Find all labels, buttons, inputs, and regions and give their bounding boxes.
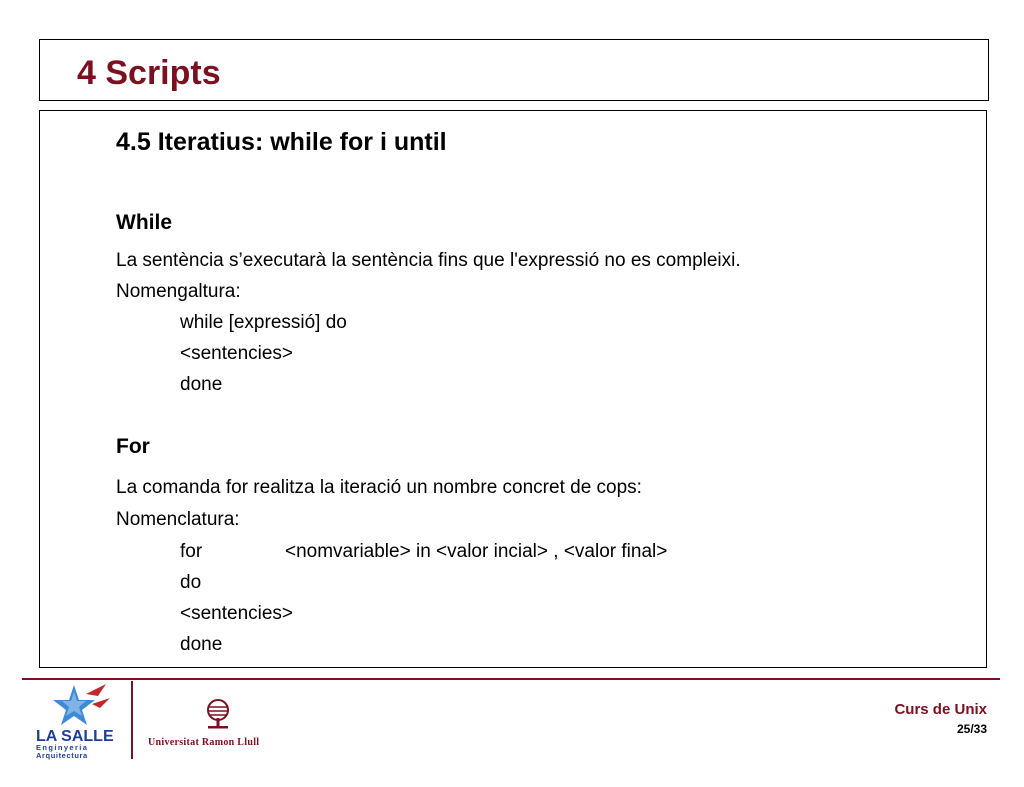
while-code-line: done bbox=[180, 374, 223, 395]
while-code-line: while [expressió] do bbox=[180, 312, 347, 333]
la-salle-logo-subtext: Arquitectura bbox=[36, 751, 88, 760]
page-number: 25/33 bbox=[956, 722, 987, 736]
footer-vertical-divider bbox=[131, 681, 133, 759]
for-nomenclature-label: Nomenclatura: bbox=[116, 509, 240, 530]
la-salle-logo bbox=[34, 680, 129, 760]
la-salle-logo-subtext: Enginyeria bbox=[36, 743, 89, 752]
while-code-line: <sentencies> bbox=[180, 343, 294, 364]
title-box bbox=[39, 39, 989, 101]
la-salle-logo-text: LA SALLE bbox=[36, 728, 114, 745]
while-nomenclature-label: Nomengaltura: bbox=[116, 281, 241, 302]
for-code-line: do bbox=[180, 572, 202, 593]
while-description: La sentència s’executarà la sentència fins que l'expressió no es compleixi. bbox=[116, 250, 741, 271]
while-heading: While bbox=[116, 211, 172, 234]
content-box bbox=[39, 110, 987, 668]
for-code-line: done bbox=[180, 634, 223, 655]
course-name: Curs de Unix bbox=[894, 701, 987, 718]
for-code-line: <sentencies> bbox=[180, 603, 294, 624]
university-name: Universitat Ramon Llull bbox=[148, 737, 260, 748]
for-heading: For bbox=[116, 435, 150, 458]
for-description: La comanda for realitza la iteració un nombre concret de cops: bbox=[116, 477, 642, 498]
section-heading: 4.5 Iteratius: while for i until bbox=[116, 128, 447, 156]
footer-divider-line bbox=[22, 678, 1000, 680]
for-code-keyword: for bbox=[180, 541, 203, 562]
for-code-args: <nomvariable> in <valor incial> , <valor final> bbox=[285, 541, 668, 562]
slide-title: 4 Scripts bbox=[77, 54, 221, 92]
